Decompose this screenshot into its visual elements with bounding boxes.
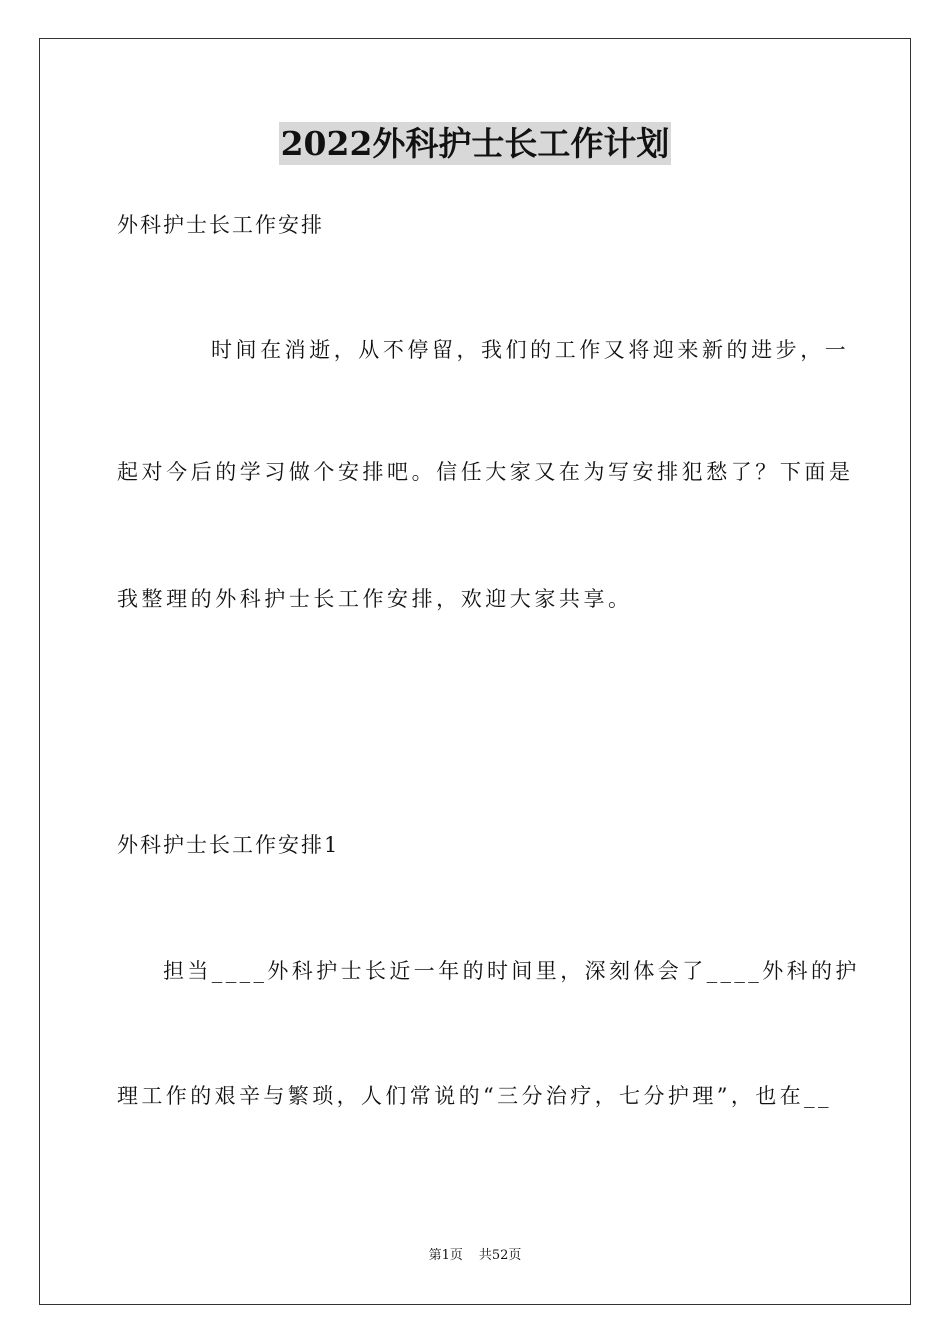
document-subtitle: 外科护士长工作安排 (117, 213, 324, 237)
section-paragraph-line-1: 担当____外科护士长近一年的时间里，深刻体会了____外科的护 (163, 959, 860, 983)
document-title-text: 2022外科护士长工作计划 (280, 124, 670, 163)
intro-paragraph-line-1: 时间在消逝，从不停留，我们的工作又将迎来新的进步，一 (211, 338, 850, 362)
section-heading: 外科护士长工作安排1 (117, 833, 340, 857)
section-paragraph-line-2: 理工作的艰辛与繁琐，人们常说的“三分治疗，七分护理”，也在__ (117, 1084, 832, 1108)
intro-paragraph-line-3: 我整理的外科护士长工作安排，欢迎大家共享。 (117, 587, 633, 611)
page-footer (0, 1247, 950, 1265)
page-total: 共52页 (478, 1248, 522, 1263)
document-title (0, 122, 950, 166)
page-number: 第1页 (428, 1248, 463, 1263)
intro-paragraph-line-2: 起对今后的学习做个安排吧。信任大家又在为写安排犯愁了？下面是 (117, 460, 854, 484)
